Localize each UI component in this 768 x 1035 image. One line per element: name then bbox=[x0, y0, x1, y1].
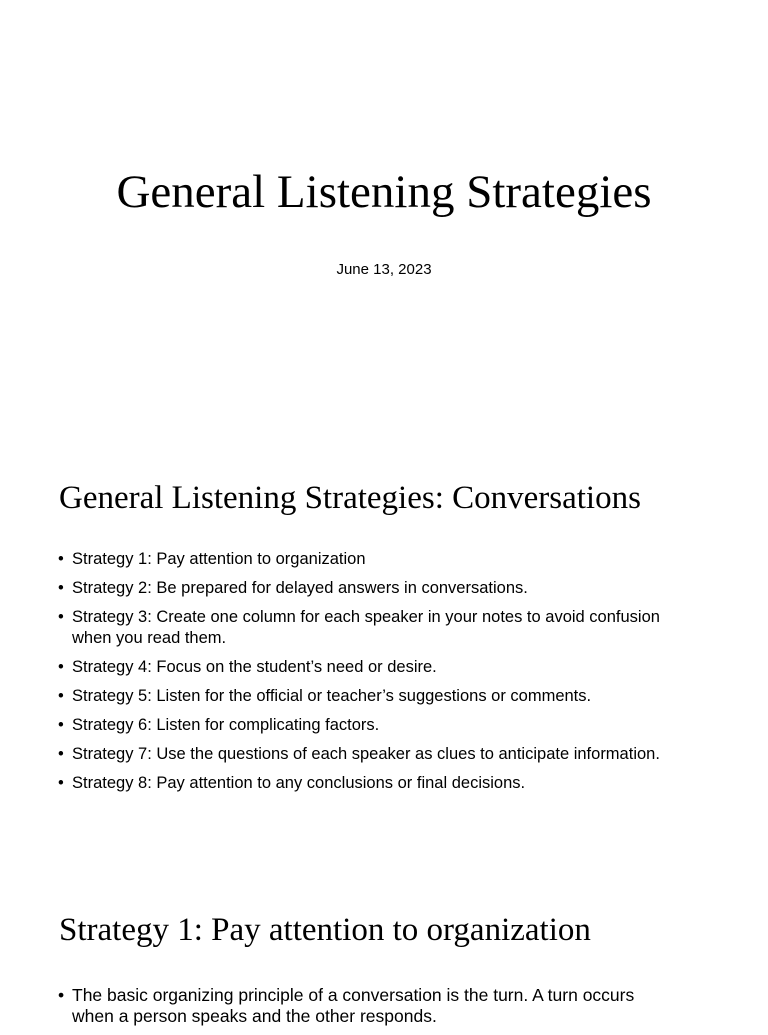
list-item-text: Strategy 4: Focus on the student’s need or desire. bbox=[72, 658, 437, 676]
list-item bbox=[58, 715, 668, 736]
list-item-text: Strategy 6: Listen for complicating factors. bbox=[72, 716, 380, 734]
slide-date: June 13, 2023 bbox=[336, 261, 432, 278]
list-item bbox=[58, 773, 668, 794]
title-slide bbox=[0, 0, 768, 432]
bullet-icon: • bbox=[58, 579, 64, 597]
list-item bbox=[58, 686, 668, 707]
list-item-text: Strategy 2: Be prepared for delayed answers in conversations. bbox=[72, 579, 528, 597]
detail-list bbox=[58, 985, 678, 1035]
strategy-1-slide bbox=[0, 864, 768, 1024]
list-item bbox=[58, 549, 668, 570]
list-item-text: Strategy 8: Pay attention to any conclusions or final decisions. bbox=[72, 774, 526, 792]
bullet-icon: • bbox=[58, 985, 65, 1005]
list-item-text: The basic organizing principle of a conversation is the turn. A turn occurs when a person speaks and the other responds. bbox=[72, 985, 635, 1026]
list-item bbox=[58, 985, 678, 1027]
bullet-icon: • bbox=[58, 550, 64, 568]
slide-title: General Listening Strategies bbox=[116, 166, 652, 218]
list-item-text: Strategy 3: Create one column for each speaker in your notes to avoid confusion when you read them. bbox=[72, 608, 660, 647]
strategy-list bbox=[58, 549, 668, 802]
list-item bbox=[58, 578, 668, 599]
bullet-icon: • bbox=[58, 716, 64, 734]
bullet-icon: • bbox=[58, 608, 64, 626]
bullet-icon: • bbox=[58, 774, 64, 792]
conversations-slide bbox=[0, 432, 768, 864]
list-item bbox=[58, 744, 668, 765]
list-item-text: Strategy 1: Pay attention to organization bbox=[72, 550, 366, 568]
bullet-icon: • bbox=[58, 658, 64, 676]
list-item-text: Strategy 7: Use the questions of each speaker as clues to anticipate information. bbox=[72, 745, 660, 763]
list-item bbox=[58, 657, 668, 678]
bullet-icon: • bbox=[58, 745, 64, 763]
list-item-text: Strategy 5: Listen for the official or teacher’s suggestions or comments. bbox=[72, 687, 592, 705]
bullet-icon: • bbox=[58, 687, 64, 705]
slide-title: General Listening Strategies: Conversations bbox=[59, 480, 641, 516]
slide-title: Strategy 1: Pay attention to organization bbox=[59, 912, 591, 948]
list-item bbox=[58, 607, 668, 649]
